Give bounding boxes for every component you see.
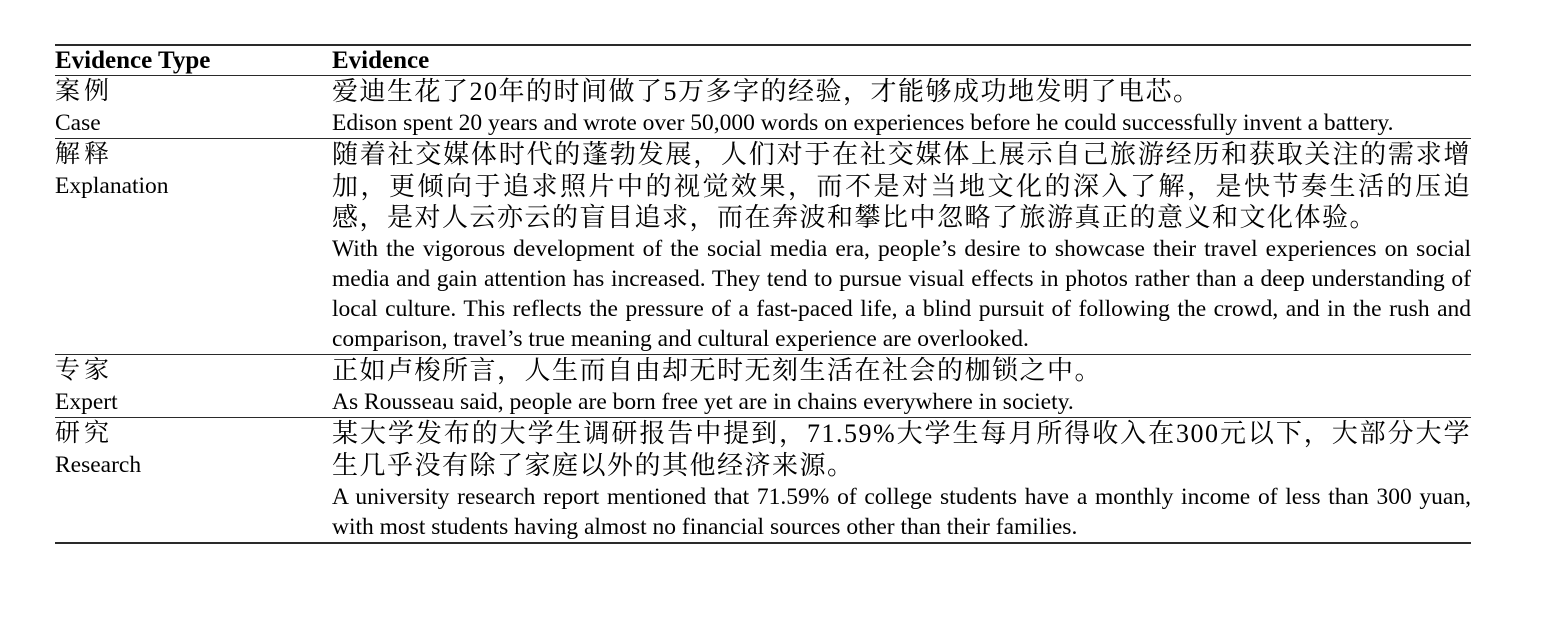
evidence-text-en: As Rousseau said, people are born free yet are in chains everywhere in society. [332, 388, 1074, 415]
evidence-type-label-en: Explanation [55, 172, 169, 199]
evidence-cell-research [332, 417, 1471, 542]
evidence-type-cell-expert [55, 355, 332, 418]
evidence-text-en: A university research report mentioned that 71.59% of college students have a monthly income of less than 300 yuan, with most students having almost no financial sources other than their families. [332, 483, 1471, 540]
evidence-type-label-en: Case [55, 109, 101, 136]
evidence-text-zh: 正如卢梭所言，人生而自由却无时无刻生活在社会的枷锁之中。 [332, 356, 1103, 386]
evidence-text-zh: 随着社交媒体时代的蓬勃发展，人们对于在社交媒体上展示自己旅游经历和获取关注的需求增加，更倾向于追求照片中的视觉效果，而不是对当地文化的深入了解，是快节奏生活的压迫感，是对人云亦云的盲目追求，而在奔波和攀比中忽略了旅游真正的意义和文化体验。 [332, 139, 1471, 233]
evidence-type-label-zh: 解释 [55, 140, 114, 168]
evidence-type-label-zh: 专家 [55, 357, 114, 385]
evidence-table [55, 44, 1471, 544]
evidence-type-label-en: Research [55, 451, 142, 478]
evidence-type-cell-explanation [55, 138, 332, 354]
header-row [55, 45, 1471, 76]
evidence-cell-expert [332, 355, 1471, 418]
evidence-cell-case [332, 76, 1471, 139]
evidence-type-label-zh: 研究 [55, 419, 114, 447]
evidence-text-zh: 某大学发布的大学生调研报告中提到，71.59%大学生每月所得收入在300元以下，大部分大学生几乎没有除了家庭以外的其他经济来源。 [332, 418, 1471, 480]
evidence-type-cell-research [55, 417, 332, 542]
column-header-evidence-type: Evidence Type [55, 45, 332, 76]
evidence-text-en: With the vigorous development of the social media era, people’s desire to showcase their travel experiences on social media and gain attention has increased. They tend to pursue visual effects in photos rather than a deep understanding of local culture. This reflects the pressure of a fast-paced life, a blind pursuit of following the crowd, and in the rush and comparison, travel’s true meaning and cultural experience are overlooked. [332, 236, 1471, 353]
evidence-type-cell-case [55, 76, 332, 139]
evidence-type-label-zh: 案例 [55, 78, 114, 105]
evidence-cell-explanation [332, 138, 1471, 354]
column-header-evidence: Evidence [332, 45, 1471, 76]
table-row-case [55, 76, 1471, 139]
table-row-research [55, 417, 1471, 542]
evidence-text-en: Edison spent 20 years and wrote over 50,000 words on experiences before he could successfully invent a battery. [332, 109, 1394, 136]
table-row-explanation [55, 138, 1471, 354]
evidence-type-label-en: Expert [55, 388, 118, 415]
table-row-expert [55, 355, 1471, 418]
evidence-text-zh: 爱迪生花了20年的时间做了5万多字的经验，才能够成功地发明了电芯。 [332, 77, 1201, 106]
